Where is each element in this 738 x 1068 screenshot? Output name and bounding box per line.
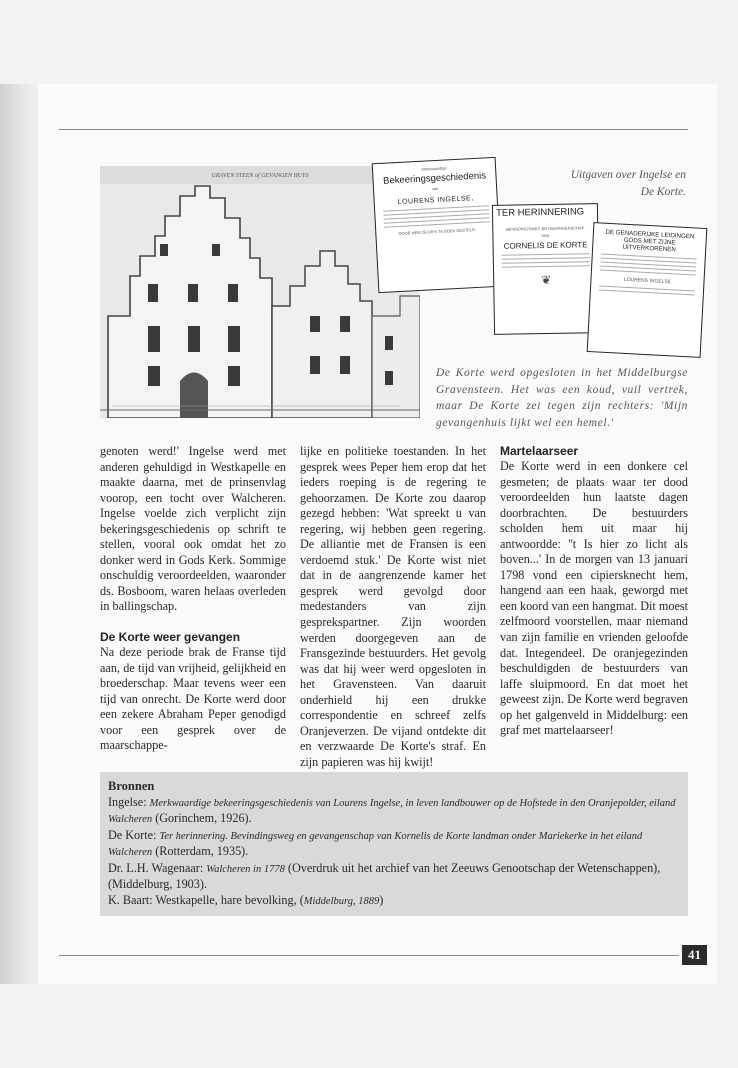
- col2-paragraph-1: lijke en politieke toestanden. In het gesprek wees Peper hem erop dat het ieders roeping is de regering te gehoorzamen. De Korte zou daarop gezegd hebben: 'Wat spreekt u van regering, wij hebben geen regering. De alliantie met de Fransen is een verdoemd stuk.' De Korte wist niet dat in de aangrenzende kamer het gesprek werd gevolgd door medestanders van zijn gesprekspartner. Zijn woorden werden doorgegeven aan de Fransgezinde bestuurders. Het gevolg was dat hij weer werd opgesloten in het Gravensteen. Van daaruit onderhield hij een drukke correspondentie en schreef zelfs Oranjeverzen. De vijand ontdekte dit en verzwaarde De Korte's straf. En zijn papieren was hij kwijt!: [300, 444, 486, 769]
- source-entry-wagenaar: Dr. L.H. Wagenaar: Walcheren in 1778 (Overdruk uit het archief van het Zeeuws Genootschap der Wetenschappen),(Middelburg, 1903).: [108, 860, 661, 891]
- article-column-2: [300, 444, 486, 770]
- col1-paragraph-1: genoten werd!' Ingelse werd met anderen gehuldigd in Westkapelle en maakte daarna, met de prinsenvlag voorop, een tocht over Walcheren. Ingelse voelde zich verplicht zijn bekeringsgeschiedenis op schrift te stellen, vooral ook omdat het zo donker werd in Gods Kerk. Sommige onschuldig veroordeelden, waaronder ds. Bosboom, waren helaas overleden in ballingschap.: [100, 444, 286, 614]
- ornament-icon: ❦: [541, 272, 552, 288]
- source-entry-baart: K. Baart: Westkapelle, hare bevolking, (Middelburg, 1889): [108, 892, 384, 907]
- heading-martelaarseer: Martelaarseer: [500, 444, 579, 458]
- gravensteen-engraving: [100, 166, 420, 418]
- cover1-van: van: [431, 185, 439, 192]
- cover2-subtitle: BEVINDINGSWEG EN GEVANGENSCHAP: [506, 225, 585, 232]
- sources-heading: Bronnen: [108, 779, 155, 793]
- article-column-3: [500, 444, 688, 739]
- cover2-fine-print: [502, 253, 590, 268]
- cover3-fine-print-bottom: [599, 285, 695, 295]
- cover3-fine-print: [600, 254, 697, 276]
- book-cover-genaderijke-leidingen: [587, 222, 708, 358]
- cover1-author: LOURENS INGELSE,: [397, 195, 474, 207]
- sources-box: [100, 772, 688, 916]
- caption-uitgaven: Uitgaven over Ingelse en De Korte.: [570, 169, 686, 198]
- cover2-title: TER HERINNERING: [495, 206, 585, 219]
- source-entry-de-korte: De Korte: Ter herinnering. Bevindingsweg en gevangenschap van Kornelis de Korte landman onder Mariekerke in het eiland Walcheren (Rotterdam, 1935).: [108, 827, 643, 858]
- cover1-kicker: Merkwaardige: [421, 165, 447, 172]
- cover1-footer: DOOR HEM ZELVEN TE BOEK GESTELD.: [398, 226, 477, 237]
- cover2-van: VAN: [541, 232, 550, 239]
- col1-paragraph-2: Na deze periode brak de Franse tijd aan, de tijd van vrijheid, gelijkheid en broederschap. Maar tevens weer een tijd van onrecht. De Korte werd door een zekere Abraham Peper genodigd voor een gesprek over de maarschappe-: [100, 645, 286, 753]
- cover2-author: CORNELIS DE KORTE: [503, 240, 588, 251]
- book-spine-shadow: [0, 84, 38, 984]
- cover1-title: Bekeeringsgeschiedenis: [382, 170, 487, 187]
- article-column-1: [100, 444, 286, 754]
- page-number: 41: [682, 945, 707, 965]
- bottom-rule: [59, 955, 679, 956]
- heading-de-korte-weer-gevangen: De Korte weer gevangen: [100, 630, 241, 645]
- cover1-fine-print: [383, 205, 490, 228]
- col3-paragraph-1: De Korte werd in een donkere cel gesmeten; de plaats waar ter dood veroordeelden hun laatste dagen doorbrachten. De bestuurders scholden hem uit maar hij antwoordde: ''t Is hier zo licht als boven...' In de morgen van 13 januari 1798 vond een cipiersknecht hem, hangend aan een haak, geworgd met een koord van een hangmat. Dit moest zelfmoord voorstellen, maar niemand van zijn familie en vrienden geloofde dat. Integendeel. De oranjegezinden beschuldigden de bestuurders van laffe sluipmoord. En dat moet het geweest zijn. De Korte werd begraven op het galgenveld in Middelburg: een graf met martelaarseer!: [500, 459, 688, 738]
- engraving-title-banner: GRAVEN STEEN of GEVANGEN HUYS: [211, 173, 309, 179]
- source-entry-ingelse: Ingelse: Merkwaardige bekeeringsgeschiedenis van Lourens Ingelse, in leven landbouwer op de Hofstede in den Oranjepolder, eiland Walcheren (Gorinchem, 1926).: [108, 794, 676, 825]
- top-rule: [59, 129, 688, 130]
- book-cover-ingelse: [372, 157, 503, 293]
- book-cover-de-korte: [492, 203, 600, 335]
- cover3-author: LOURENS INGELSE: [623, 276, 672, 286]
- caption-gravensteen: De Korte werd opgesloten in het Middelburgse Gravensteen. Het was een koud, vuil vertrek, maar De Korte zei tegen zijn rechters: 'Mijn gevangenhuis lijkt wel een hemel.': [436, 367, 688, 429]
- cover3-title: DE GENADERIJKE LEIDINGEN GODS MET ZIJNE UITVERKORENEN: [605, 228, 695, 254]
